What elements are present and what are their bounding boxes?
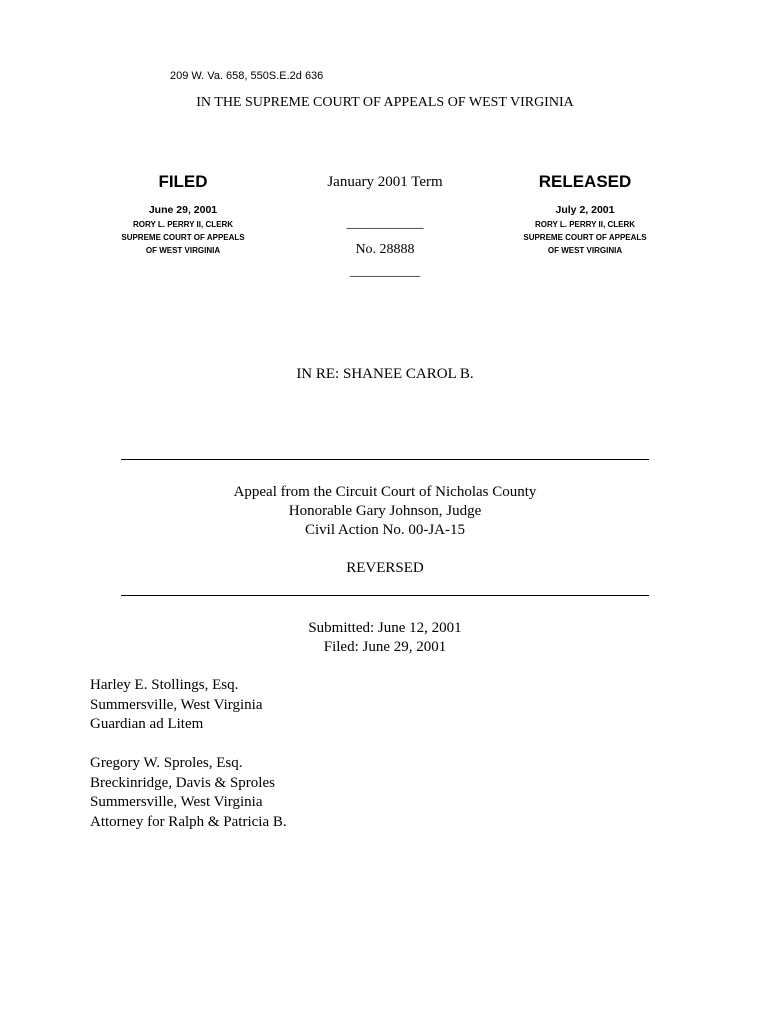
- divider-bottom: [121, 595, 649, 596]
- counsel-name: Gregory W. Sproles, Esq.: [90, 755, 243, 771]
- counsel-role: Attorney for Ralph & Patricia B.: [90, 813, 287, 830]
- counsel-location: Summersville, West Virginia: [90, 794, 263, 810]
- released-clerk-line: RORY L. PERRY II, CLERK: [534, 220, 635, 229]
- counsel-location: Summersville, West Virginia: [90, 696, 263, 713]
- appeal-block: [0, 483, 770, 540]
- counsel-attorney: [90, 754, 287, 832]
- filed-date: June 29, 2001: [148, 204, 218, 216]
- released-court-line: SUPREME COURT OF APPEALS: [523, 233, 647, 242]
- filed-clerk-line: RORY L. PERRY II, CLERK: [132, 220, 233, 229]
- court-title: IN THE SUPREME COURT OF APPEALS OF WEST VIRGINIA: [196, 95, 574, 110]
- appeal-action-line: Civil Action No. 00-JA-15: [305, 522, 465, 538]
- filed-state-line: OF WEST VIRGINIA: [145, 246, 221, 255]
- appeal-judge-line: Honorable Gary Johnson, Judge: [288, 503, 482, 519]
- filed-stamp: [88, 172, 278, 257]
- submitted-date: Submitted: June 12, 2001: [308, 620, 462, 636]
- counsel-guardian: [90, 676, 262, 735]
- dates-block: [0, 619, 770, 657]
- disposition: REVERSED: [346, 560, 424, 576]
- docket-number: No. 28888: [355, 242, 415, 257]
- citation: 209 W. Va. 658, 550S.E.2d 636: [170, 70, 324, 82]
- term-rule-bottom: __________: [350, 264, 420, 279]
- released-stamp: [490, 172, 680, 257]
- released-state-line: OF WEST VIRGINIA: [547, 246, 623, 255]
- counsel-firm: Breckinridge, Davis & Sproles: [90, 774, 275, 791]
- filed-date-line: Filed: June 29, 2001: [323, 639, 447, 655]
- released-heading: RELEASED: [538, 172, 632, 191]
- filed-court-line: SUPREME COURT OF APPEALS: [121, 233, 245, 242]
- released-date: July 2, 2001: [555, 204, 615, 216]
- case-title: IN RE: SHANEE CAROL B.: [296, 366, 474, 382]
- appeal-court-line: Appeal from the Circuit Court of Nicholas County: [233, 484, 537, 500]
- filed-heading: FILED: [158, 172, 208, 191]
- term-label: January 2001 Term: [327, 174, 443, 190]
- counsel-name: Harley E. Stollings, Esq.: [90, 677, 239, 693]
- divider-top: [121, 459, 649, 460]
- term-block: [300, 172, 470, 280]
- term-rule-top: ___________: [346, 216, 424, 231]
- counsel-role: Guardian ad Litem: [90, 716, 204, 732]
